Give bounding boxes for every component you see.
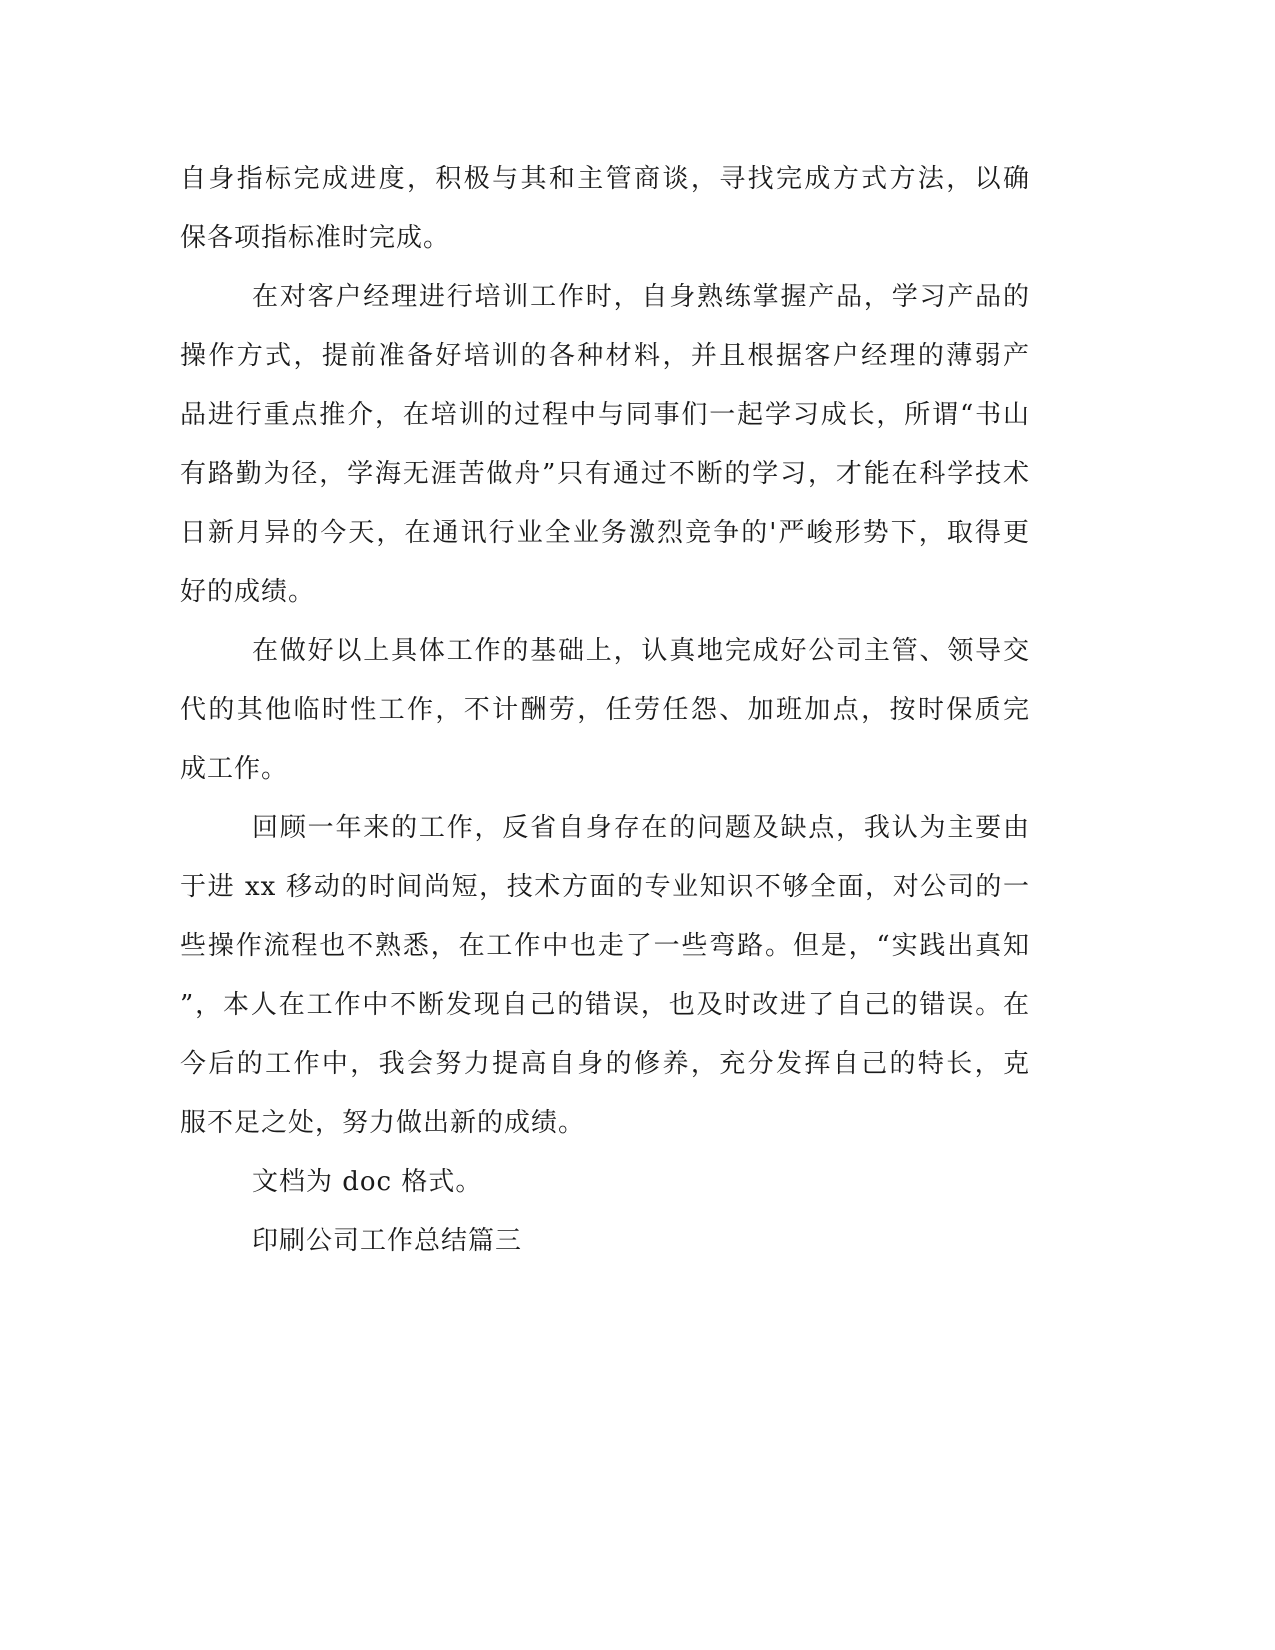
text-line: 成工作。 [180,754,289,784]
text-line: ”，本人在工作中不断发现自己的错误，也及时改进了自己的错误。在 [180,990,1030,1020]
text-line: 在做好以上具体工作的基础上，认真地完成好公司主管、领导交 [252,636,1030,666]
text-line: 于进 xx 移动的时间尚短，技术方面的专业知识不够全面，对公司的一 [180,872,1030,902]
text-line: 服不足之处，努力做出新的成绩。 [180,1108,586,1138]
text-line: 保各项指标准时完成。 [180,223,451,253]
text-line: 今后的工作中，我会努力提高自身的修养，充分发挥自己的特长，克 [180,1049,1030,1079]
text-line: 品进行重点推介，在培训的过程中与同事们一起学习成长，所谓“书山 [180,400,1030,430]
text-line: 好的成绩。 [180,577,316,607]
text-line: 自身指标完成进度，积极与其和主管商谈，寻找完成方式方法，以确 [180,164,1030,194]
section-heading: 印刷公司工作总结篇三 [252,1226,523,1256]
text-line: 回顾一年来的工作，反省自身存在的问题及缺点，我认为主要由 [252,813,1030,843]
text-line: 代的其他临时性工作，不计酬劳，任劳任怨、加班加点，按时保质完 [180,695,1030,725]
text-line: 在对客户经理进行培训工作时，自身熟练掌握产品，学习产品的 [252,282,1030,312]
document-body [180,150,1030,1271]
text-line: 有路勤为径，学海无涯苦做舟”只有通过不断的学习，才能在科学技术 [180,459,1030,489]
text-line: 日新月异的今天，在通讯行业全业务激烈竞争的'严峻形势下，取得更 [180,518,1030,548]
text-line: 些操作流程也不熟悉，在工作中也走了一些弯路。但是，“实践出真知 [180,931,1030,961]
text-line: 操作方式，提前准备好培训的各种材料，并且根据客户经理的薄弱产 [180,341,1030,371]
text-line: 文档为 doc 格式。 [252,1167,483,1197]
